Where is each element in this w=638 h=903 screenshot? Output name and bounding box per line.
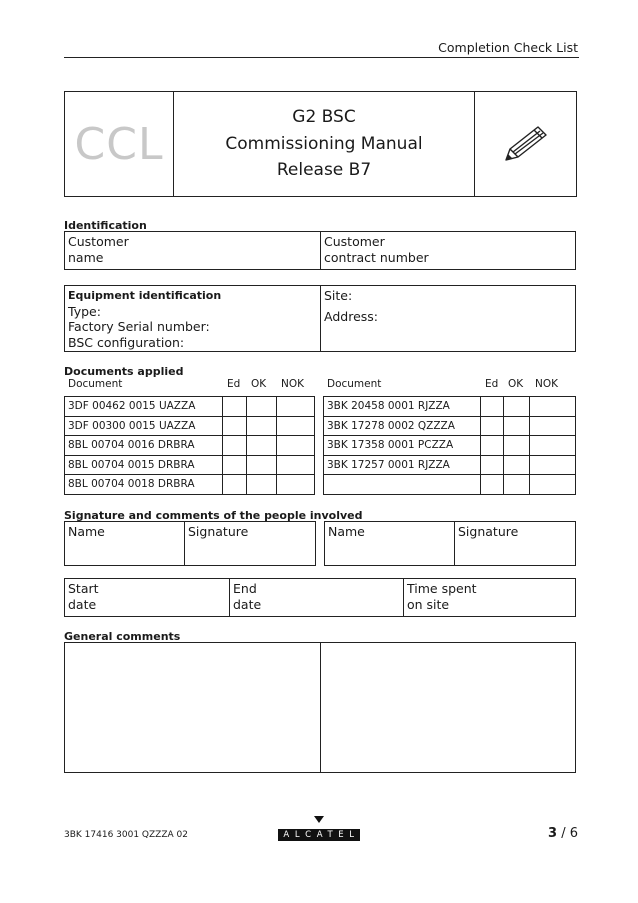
- nok-cell[interactable]: [530, 436, 576, 456]
- doc-col-ed-right: Ed: [485, 378, 499, 390]
- documents-label: Documents applied: [64, 365, 184, 378]
- table-row: [65, 416, 315, 436]
- alcatel-logo: [278, 814, 360, 842]
- ed-cell[interactable]: [223, 455, 247, 475]
- ok-cell[interactable]: [504, 416, 530, 436]
- signature-box-right: [324, 521, 576, 566]
- nok-cell[interactable]: [277, 416, 315, 436]
- doc-ref: 8BL 00704 0016 DRBRA: [65, 436, 223, 456]
- title-box: [64, 91, 577, 197]
- equipment-type-field[interactable]: Type:: [68, 303, 101, 319]
- ed-cell[interactable]: [223, 436, 247, 456]
- site-field[interactable]: Site:: [324, 288, 353, 303]
- end-date-field[interactable]: [230, 579, 403, 614]
- doc-ref: 8BL 00704 0018 DRBRA: [65, 475, 223, 495]
- ok-cell[interactable]: [247, 436, 277, 456]
- signature-field-left[interactable]: [185, 522, 315, 565]
- identification-label: Identification: [64, 219, 147, 232]
- ok-cell[interactable]: [247, 416, 277, 436]
- table-row: [324, 455, 576, 475]
- ok-cell[interactable]: [504, 436, 530, 456]
- name-label: Name: [328, 524, 365, 539]
- start-date-label-2: date: [68, 596, 97, 612]
- customer-contract-label-1: Customer: [324, 234, 385, 249]
- customer-name-label-2: name: [68, 249, 104, 265]
- equipment-bsc-config-field[interactable]: BSC configuration:: [68, 334, 185, 350]
- equipment-label: Equipment identification: [68, 289, 222, 302]
- ok-cell[interactable]: [247, 475, 277, 495]
- equipment-serial-field[interactable]: Factory Serial number:: [68, 319, 210, 334]
- doc-ref: 3BK 20458 0001 RJZZA: [324, 397, 481, 417]
- ok-cell[interactable]: [504, 475, 530, 495]
- table-row: [65, 397, 315, 417]
- address-field[interactable]: Address:: [324, 308, 378, 324]
- ok-cell[interactable]: [247, 455, 277, 475]
- equipment-box: [64, 285, 576, 352]
- time-spent-field[interactable]: [404, 579, 575, 614]
- ok-cell[interactable]: [504, 455, 530, 475]
- doc-ref: 3BK 17257 0001 RJZZA: [324, 455, 481, 475]
- time-spent-label-2: on site: [407, 596, 450, 612]
- document-reference: 3BK 17416 3001 QZZZA 02: [64, 830, 188, 840]
- doc-col-ed-left: Ed: [227, 378, 241, 390]
- documents-table-left: [64, 396, 315, 495]
- page-number: [548, 826, 578, 841]
- dates-box: [64, 578, 576, 617]
- signature-label: Signature: [188, 524, 249, 539]
- table-row: [65, 455, 315, 475]
- start-date-label-1: Start: [68, 581, 99, 596]
- nok-cell[interactable]: [277, 455, 315, 475]
- page-current: 3: [548, 826, 558, 841]
- ok-cell[interactable]: [504, 397, 530, 417]
- doc-ref: 8BL 00704 0015 DRBRA: [65, 455, 223, 475]
- table-row: [65, 475, 315, 495]
- end-date-label-1: End: [233, 581, 257, 596]
- nok-cell[interactable]: [530, 416, 576, 436]
- comments-field-left[interactable]: [65, 643, 320, 772]
- doc-ref: 3DF 00462 0015 UAZZA: [65, 397, 223, 417]
- alcatel-wordmark: ALCATEL: [283, 830, 360, 840]
- identification-box: [64, 231, 576, 270]
- nok-cell[interactable]: [277, 397, 315, 417]
- nok-cell[interactable]: [277, 436, 315, 456]
- header-title: Completion Check List: [438, 40, 578, 55]
- signatures-label: Signature and comments of the people involved: [64, 509, 363, 522]
- doc-col-nok-left: NOK: [281, 378, 305, 390]
- time-spent-label-1: Time spent: [407, 581, 477, 596]
- title-line-product: G2 BSC: [292, 107, 356, 128]
- name-field-right[interactable]: [325, 522, 454, 565]
- doc-ref: 3BK 17278 0002 QZZZA: [324, 416, 481, 436]
- ok-cell[interactable]: [247, 397, 277, 417]
- ed-cell[interactable]: [481, 436, 504, 456]
- doc-col-ok-left: OK: [251, 378, 267, 390]
- ed-cell[interactable]: [481, 416, 504, 436]
- ed-cell[interactable]: [481, 397, 504, 417]
- page-total: 6: [569, 826, 578, 841]
- pencil-icon: [500, 122, 552, 166]
- doc-col-document-left: Document: [68, 378, 123, 390]
- table-row: [324, 436, 576, 456]
- ed-cell[interactable]: [481, 455, 504, 475]
- title-logo-cell: [65, 92, 174, 196]
- signature-field-right[interactable]: [455, 522, 575, 565]
- doc-col-ok-right: OK: [508, 378, 524, 390]
- ccl-logo: CCL: [74, 118, 164, 170]
- signature-box-left: [64, 521, 316, 566]
- table-row: [324, 475, 576, 495]
- table-row: [324, 416, 576, 436]
- comments-label: General comments: [64, 630, 181, 643]
- doc-col-nok-right: NOK: [535, 378, 559, 390]
- signature-label: Signature: [458, 524, 519, 539]
- ed-cell[interactable]: [223, 475, 247, 495]
- nok-cell[interactable]: [530, 475, 576, 495]
- table-row: [65, 436, 315, 456]
- name-field-left[interactable]: [65, 522, 184, 565]
- customer-name-label-1: Customer: [68, 234, 129, 249]
- end-date-label-2: date: [233, 596, 262, 612]
- doc-ref: 3BK 17358 0001 PCZZA: [324, 436, 481, 456]
- title-line-release: Release B7: [276, 160, 372, 181]
- doc-ref[interactable]: [324, 475, 481, 495]
- page-separator: /: [557, 826, 570, 841]
- equipment-right: [321, 286, 575, 326]
- header-rule: [64, 57, 579, 58]
- documents-table-right: [323, 396, 576, 495]
- doc-col-document-right: Document: [327, 378, 382, 390]
- equipment-left: [65, 286, 320, 352]
- title-line-manual: Commissioning Manual: [225, 133, 423, 154]
- title-icon-cell: [475, 92, 576, 196]
- customer-contract-label-2: contract number: [324, 249, 429, 265]
- customer-name-field[interactable]: [65, 232, 320, 267]
- ed-cell[interactable]: [223, 416, 247, 436]
- nok-cell[interactable]: [530, 397, 576, 417]
- ed-cell[interactable]: [223, 397, 247, 417]
- doc-ref: 3DF 00300 0015 UAZZA: [65, 416, 223, 436]
- table-row: [324, 397, 576, 417]
- nok-cell[interactable]: [277, 475, 315, 495]
- customer-contract-field[interactable]: [321, 232, 575, 267]
- comments-box: [64, 642, 576, 773]
- start-date-field[interactable]: [65, 579, 229, 614]
- comments-field-right[interactable]: [321, 643, 575, 772]
- title-text-cell: [174, 92, 475, 196]
- name-label: Name: [68, 524, 105, 539]
- ed-cell[interactable]: [481, 475, 504, 495]
- nok-cell[interactable]: [530, 455, 576, 475]
